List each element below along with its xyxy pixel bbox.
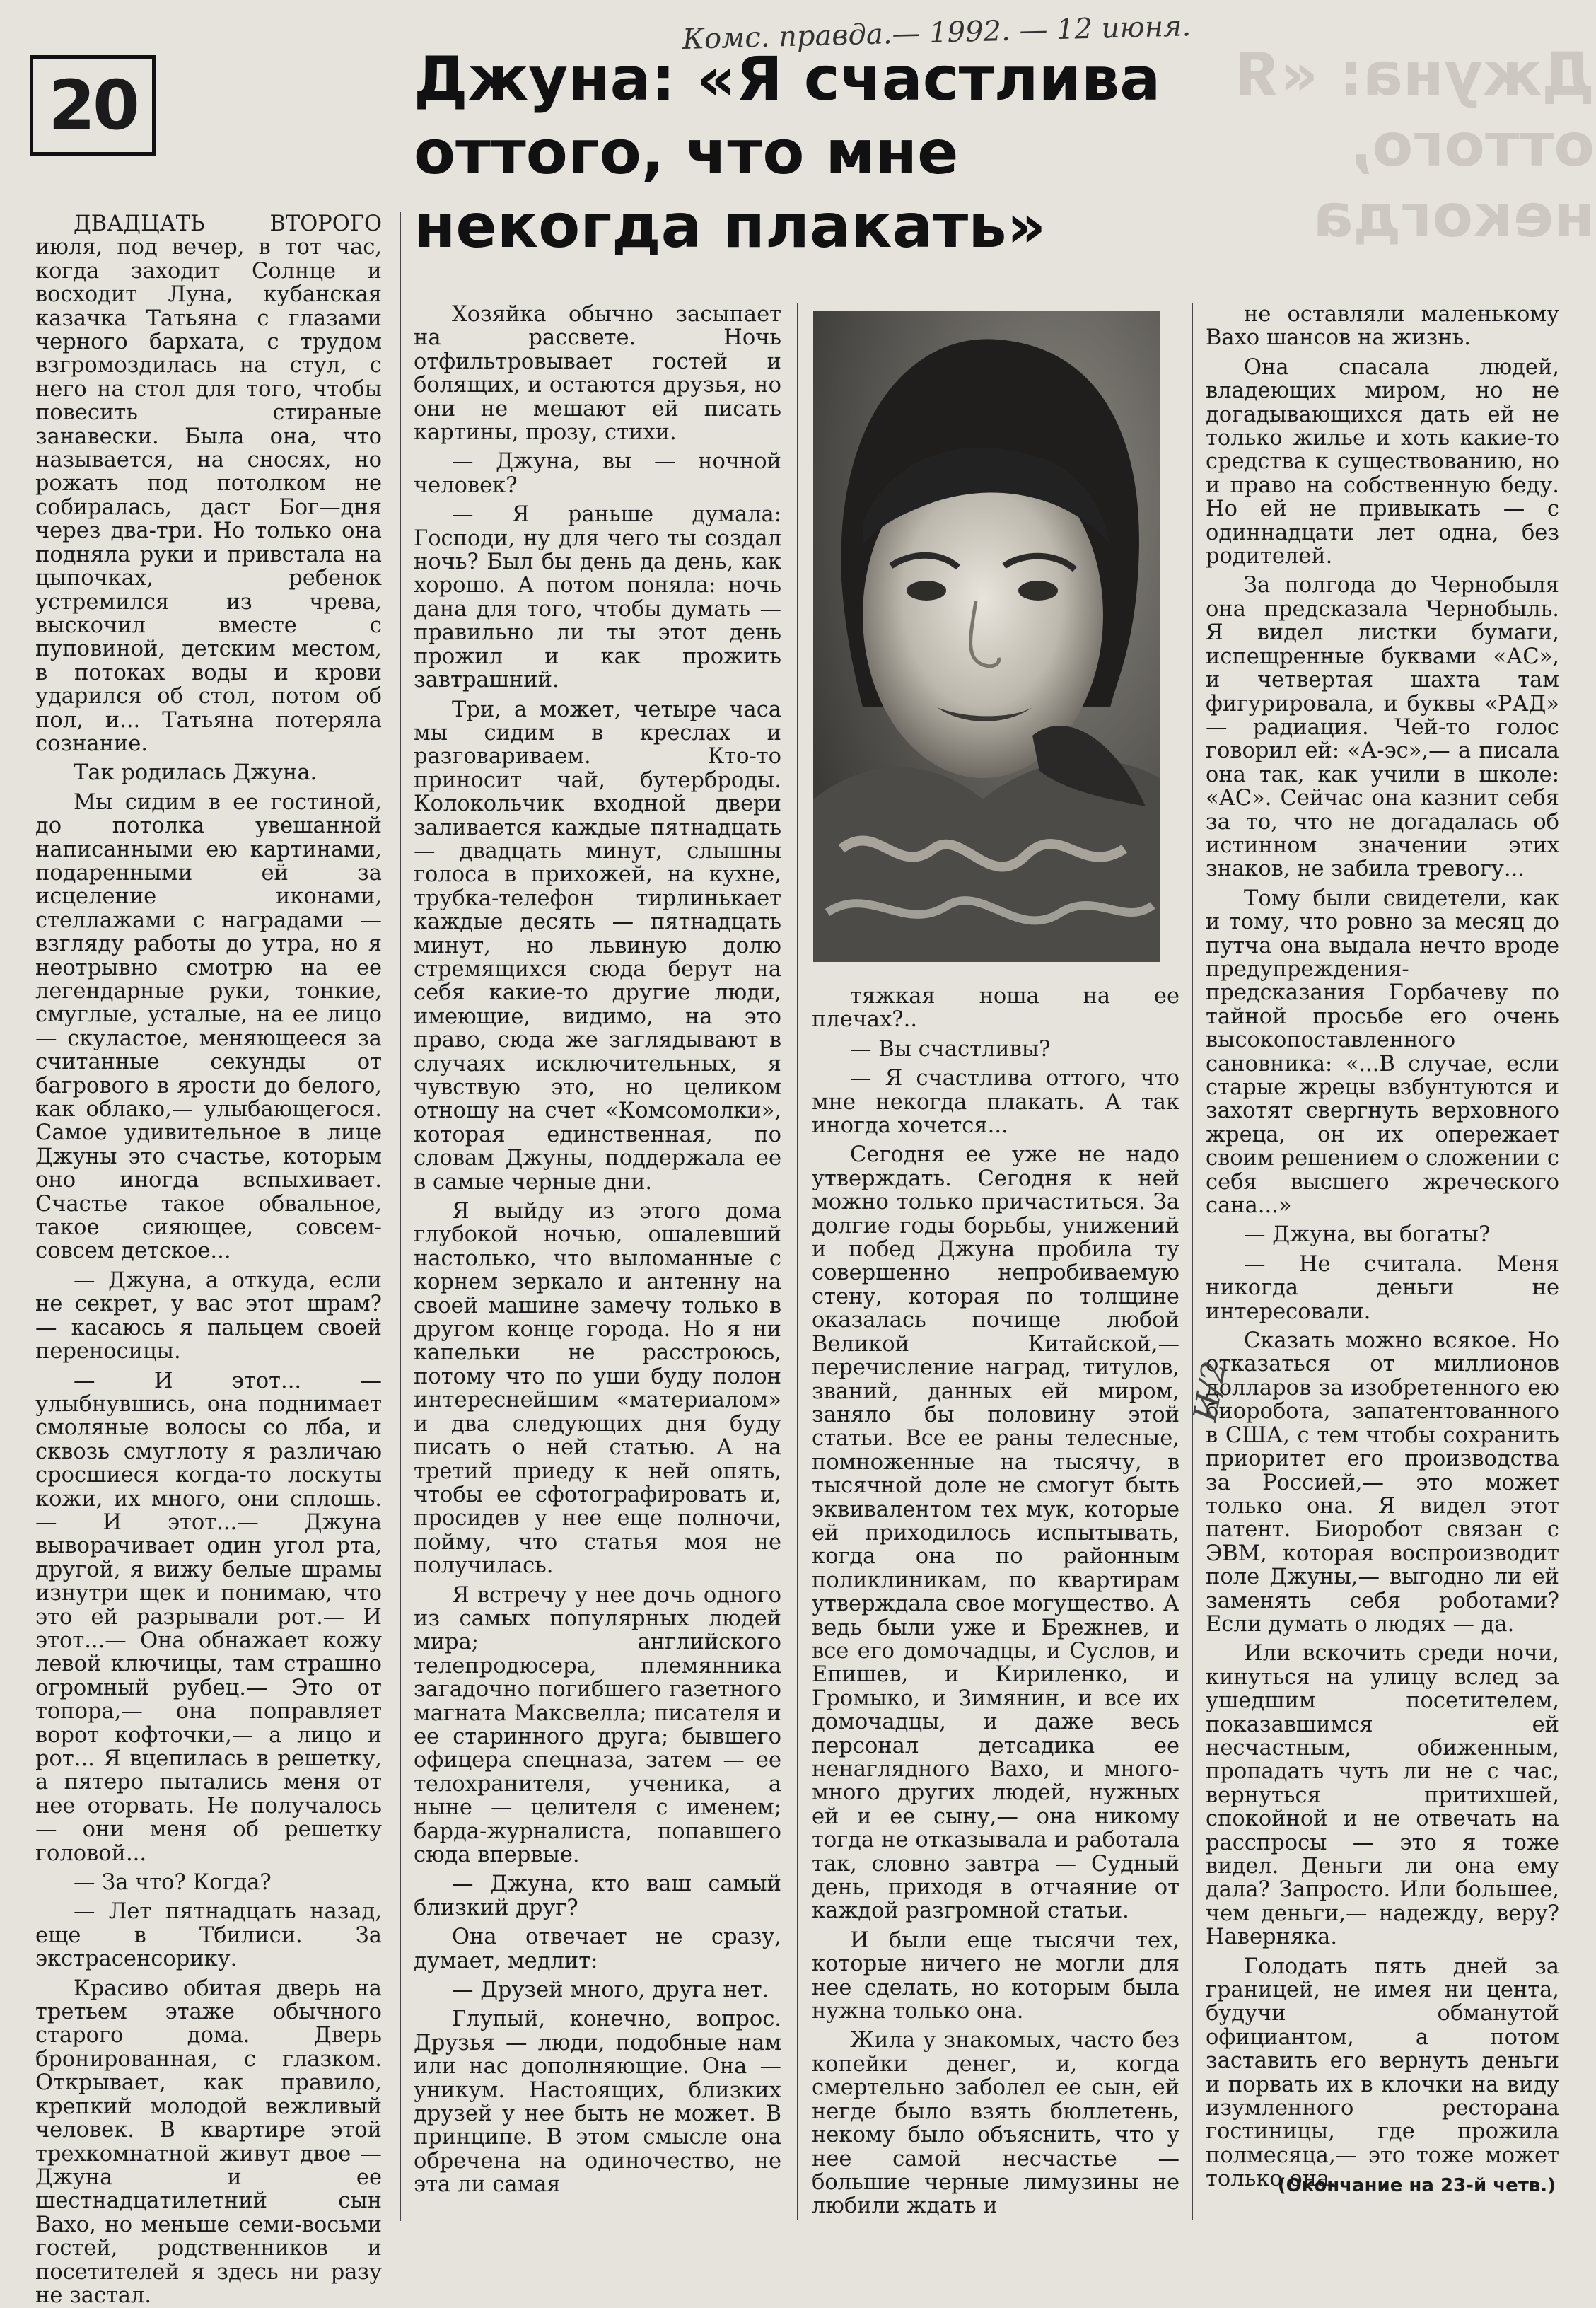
article-paragraph: ДВАДЦАТЬ ВТОРОГО июля, под вечер, в тот час, когда заходит Солнце и восходит Луна, кубанская казачка Татьяна с глазами черного бархата, с трудом взгромоздилась на стул, с него на стол для того, чтобы повесить стираные занавески. Была она, что называется, на сносях, но рожать под потолком не собиралась, даст Бог—дня через два-три. Но только она подняла руки и привстала на цыпочках, ребенок устремился из чрева, выскочил вместе с пуповиной, детским местом, в потоках воды и крови ударился об стол, потом об пол, и... Татьяна потеряла сознание. — [35, 211, 382, 756]
column-divider — [797, 303, 798, 2220]
article-paragraph: — Я счастлива оттого, что мне некогда плакать. А так иногда хочется... — [812, 1066, 1179, 1139]
article-paragraph: не оставляли маленькому Вахо шансов на жизнь. — [1206, 302, 1559, 351]
page-number: 20 — [30, 55, 156, 156]
article-paragraph: Я выйду из этого дома глубокой ночью, ошалевший настолько, что выломанные с корнем зеркало и антенну на своей машине замечу только в другом конце города. Но я ни капельки не расстроюсь, потому что по уши буду полон интереснейшим «материалом» и два следующих дня буду писать о ней статью. А на третий приеду к ней опять, чтобы ее сфотографировать и, просидев у нее еще полночи, пойму, что статья моя не получилась. — [414, 1199, 781, 1579]
margin-handwritten-mark: И/2 — [1185, 1358, 1234, 1425]
column-divider — [1192, 303, 1193, 2220]
article-paragraph: Хозяйка обычно засыпает на рассвете. Ночь отфильтровывает гостей и болящих, и остаются друзья, но они не мешают ей писать картины, прозу, стихи. — [414, 302, 781, 446]
article-paragraph: Или вскочить среди ночи, кинуться на улицу вслед за ушедшим посетителем, показавшимся ей несчастным, обиженным, пропадать чуть ли не с час, вернуться притихшей, спокойной и не отвечать на расспросы — это я тоже видел. Деньги ли она ему дала? Запросто. Или большее, чем деньги,— надежду, веру? Наверняка. — [1206, 1641, 1559, 1950]
article-paragraph: Сказать можно всякое. Но отказаться от миллионов долларов за изобретенного ею биоробота, запатентованного в США, с тем чтобы сохранить приоритет его производства за Россией,— это может только она. Я видел этот патент. Биоробот связан с ЭВМ, которая воспроизводит поле Джуны,— выгодно ли ей заменять себя роботами? Если думать о людях — да. — [1206, 1328, 1559, 1637]
article-paragraph: Она отвечает не сразу, думает, медлит: — [414, 1925, 781, 1973]
article-column-2 — [414, 303, 781, 2227]
article-paragraph: — За что? Когда? — [74, 1870, 272, 1896]
article-paragraph: — Джуна, вы — ночной человек? — [414, 449, 781, 498]
article-paragraph: — И этот... — улыбнувшись, она поднимает смоляные волосы со лба, и сквозь смуглоту я различаю сросшиеся когда-то лоскуты кожи, их много, они сплошь.— И этот...— Джуна выворачивает один угол рта, другой, я вижу белые шрамы изнутри щек и понимаю, что это ей разрывали рот.— И этот...— Она обнажает кожу левой ключицы, там страшно огромный рубец.— Это от топора,— она поправляет ворот кофточки,— а лицо и рот... Я вцепилась в решетку, а пятеро пытались меня от нее оторвать. Не получалось — они меня об решетку головой... — [35, 1368, 382, 1866]
article-column-1 — [35, 211, 382, 2308]
article-paragraph: Я встречу у нее дочь одного из самых популярных людей мира; английского телепродюсера, племянника загадочно погибшего газетного магната Максвелла; писателя и ее старинного друга; бывшего офицера спецназа, затем — ее телохранителя, ученика, а ныне — целителя с именем; барда-журналиста, попавшего сюда впервые. — [414, 1582, 781, 1867]
article-column-3 — [812, 985, 1179, 2229]
article-paragraph: Сегодня ее уже не надо утверждать. Сегодня к ней можно только причаститься. За долгие годы борьбы, унижений и побед Джуна пробила ту совершенно непробиваемую стену, которая по толщине оказалась почище любой Великой Китайской,— перечисление наград, титулов, званий, данных ей миром, заняло бы половину этой статьи. Все ее раны телесные, помноженные на тысячу, в тысячной доле не смогут быть эквивалентом тех мук, которые ей приходилось испытывать, когда она по районным поликлиникам, по квартирам утверждала свое могущество. А ведь были уже и Брежнев, и все его домочадцы, и Суслов, и Епишев, и Кириленко, и Громыко, и Зимянин, и все их домочадцы, и даже весь персонал детсадика ее ненаглядного Вахо, и много-много других людей, нужных ей и ее сыну,— она никому тогда не отказывала и работала так, словно завтра — Судный день, приходя в отчаяние от каждой разгромной статьи. — [812, 1142, 1179, 1924]
article-paragraph: Три, а может, четыре часа мы сидим в креслах и разговариваем. Кто-то приносит чай, бутерброды. Колокольчик входной двери заливается каждые пятнадцать — двадцать минут, слышны голоса в прихожей, на кухне, трубка-телефон тирлинькает каждые десять — пятнадцать минут, но львиную долю стремящихся сюда берут на себя какие-то другие люди, имеющие, видимо, на это право, сюда же заглядывают в случаях исключительных, я чувствую это, но целиком отношу на счет «Комсомолки», которая единственная, по словам Джуны, поддержала ее в самые черные дни. — [414, 697, 781, 1195]
article-paragraph: Так родилась Джуна. — [74, 760, 318, 786]
column-divider — [400, 212, 401, 2221]
show-through-text: Джуна: «Я оттого, некогда — [1234, 40, 1595, 250]
article-paragraph: Глупый, конечно, вопрос. Друзья — люди, подобные нам или нас дополняющие. Она — уникум. Настоящих, близких друзей у нее быть не может. В принципе. В этом смысле она обречена на одиночество, не эта ли самая — [414, 2007, 781, 2198]
portrait-illustration — [813, 311, 1160, 962]
article-paragraph: — Джуна, а откуда, если не секрет, у вас этот шрам? — касаюсь я пальцем своей переносицы. — [35, 1268, 382, 1364]
article-paragraph: Голодать пять дней за границей, не имея ни цента, будучи обманутой официантом, а потом заставить его вернуть деньги и порвать их в клочки на виду изумленного ресторана гостиницы, где прожила полмесяца,— это тоже может только она. — [1206, 1954, 1559, 2192]
continuation-note: (Окончание на 23-й четв.) — [1277, 2175, 1556, 2196]
article-paragraph: — Я раньше думала: Господи, ну для чего ты создал ночь? Был бы день да день, как хорошо. А потом поняла: ночь дана для того, чтобы думать — правильно ли ты этот день прожил и как прожить завтрашний. — [414, 502, 781, 693]
article-column-4 — [1206, 303, 1559, 2227]
article-paragraph: Тому были свидетели, как и тому, что ровно за месяц до путча она выдала нечто вроде предупреждения-предсказания Горбачеву по тайной просьбе его очень высокопоставленного сановника: «...В случае, если старые жрецы взбунтуются и захотят свергнуть верховного жреца, он их опережает своим решением о сложении с себя высшего жреческого сана...» — [1206, 886, 1559, 1219]
article-paragraph: Мы сидим в ее гостиной, до потолка увешанной написанными ею картинами, подаренными ей за исцеление иконами, стеллажами с наградами — взгляду работы до утра, но я неотрывно смотрю на ее легендарные руки, тонкие, смуглые, усталые, на ее лицо — скуластое, меняющееся за считанные секунды от багрового в ярости до белого, как облако,— улыбающегося. Самое удивительное в лице Джуны это счастье, которым оно иногда вспыхивает. Счастье такое обвальное, такое сияющее, совсем-совсем детское... — [35, 789, 382, 1264]
article-paragraph: — Лет пятнадцать назад, еще в Тбилиси. За экстрасенсорику. — [35, 1899, 382, 1972]
article-paragraph: — Не считала. Меня никогда деньги не интересовали. — [1206, 1251, 1559, 1324]
article-paragraph: Жила у знакомых, часто без копейки денег, и, когда смертельно заболел ее сын, ей негде было взять бюллетень, некому было объяснить, что у нее самой несчастье — большие черные лимузины не любили ждать и — [812, 2028, 1179, 2219]
portrait-photo — [813, 311, 1160, 962]
article-paragraph: — Вы счастливы? — [850, 1036, 1051, 1062]
article-paragraph: — Друзей много, друга нет. — [452, 1978, 769, 2003]
article-paragraph: Красиво обитая дверь на третьем этаже обычного старого дома. Дверь бронированная, с глазком. Открывает, как правило, крепкий молодой вежливый человек. В квартире этой трехкомнатной живут двое — Джуна и ее шестнадцатилетний сын Вахо, но меньше семи-восьми гостей, родственников и посетителей я здесь ни разу не застал. — [35, 1976, 382, 2308]
article-paragraph: И были еще тысячи тех, которые ничего не могли для нее сделать, но которым была нужна только она. — [812, 1927, 1179, 2024]
article-paragraph: — Джуна, вы богаты? — [1244, 1222, 1491, 1248]
article-paragraph: — Джуна, кто ваш самый близкий друг? — [414, 1872, 781, 1920]
article-paragraph: тяжкая ноша на ее плечах?.. — [812, 984, 1179, 1033]
article-paragraph: За полгода до Чернобыля она предсказала Чернобыль. Я видел листки бумаги, испещренные буквами «АС», и четвертая шахта там фигурировала, и буквы «РАД» — радиация. Чей-то голос говорил ей: «А-эс»,— а писала она так, как учили в школе: «АС». Сейчас она казнит себя за то, что не догадалась об истинном значении этих знаков, не забила тревогу... — [1206, 573, 1559, 882]
article-headline: Джуна: «Я счастлива оттого, что мне некогда плакать» — [414, 44, 1161, 262]
handwritten-date-note: Комс. правда.— 1992. — 12 июня. — [682, 10, 1192, 56]
article-paragraph: Она спасала людей, владеющих миром, но не догадывающихся дать ей не только жилье и хоть какие-то средства к существованию, но и право на собственную беду. Но ей не привыкать — с одиннадцати лет одна, без родителей. — [1206, 354, 1559, 569]
